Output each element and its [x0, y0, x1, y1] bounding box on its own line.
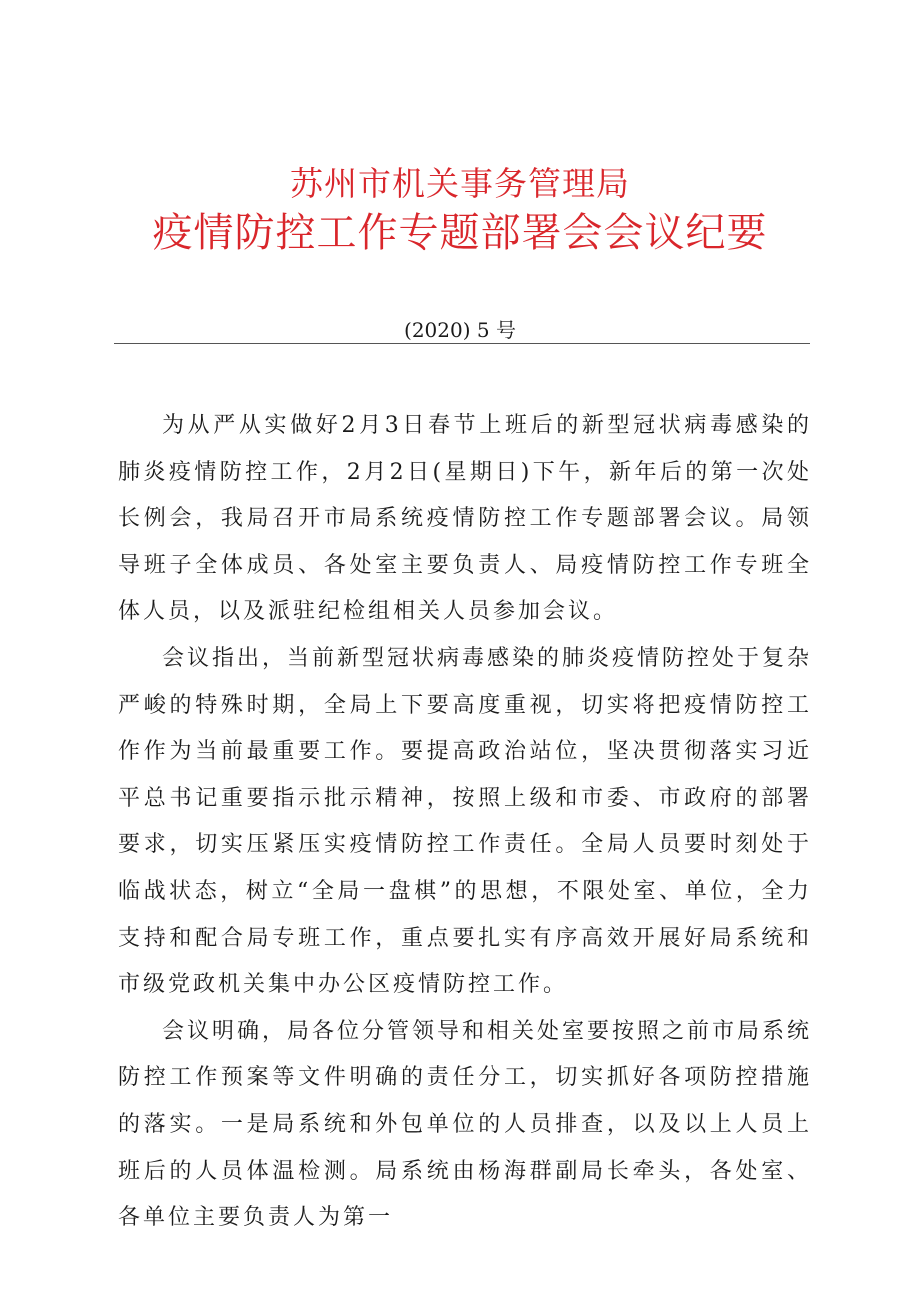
paragraph: 为从严从实做好2月3日春节上班后的新型冠状病毒感染的肺炎疫情防控工作，2月2日(星期日)下午，新年后的第一次处长例会，我局召开市局系统疫情防控工作专题部署会议。局领导班子全体成员、各处室主要负责人、局疫情防控工作专班全体人员，以及派驻纪检组相关人员参加会议。 [118, 413, 812, 625]
document-number: (2020) 5 号 [404, 318, 516, 342]
org-title: 苏州市机关事务管理局 [290, 164, 630, 203]
document-title: 疫情防控工作专题部署会会议纪要 [152, 210, 768, 256]
paragraph: 会议明确，局各位分管领导和相关处室要按照之前市局系统防控工作预案等文件明确的责任分工，切实抓好各项防控措施的落实。一是局系统和外包单位的人员排查，以及以上人员上班后的人员体温检测。局系统由杨海群副局长牵头，各处室、各单位主要负责人为第一 [118, 1018, 813, 1231]
header-divider [114, 343, 810, 344]
paragraph: 会议指出，当前新型冠状病毒感染的肺炎疫情防控处于复杂严峻的特殊时期，全局上下要高度重视，切实将把疫情防控工作作为当前最重要工作。要提高政治站位，坚决贯彻落实习近平总书记重要指示批示精神，按照上级和市委、市政府的部署要求，切实压紧压实疫情防控工作责任。全局人员要时刻处于临战状态，树立“全局一盘棋”的思想，不限处室、单位，全力支持和配合局专班工作，重点要扎实有序高效开展好局系统和市级党政机关集中办公区疫情防控工作。 [118, 645, 813, 998]
document-body [118, 403, 812, 1242]
